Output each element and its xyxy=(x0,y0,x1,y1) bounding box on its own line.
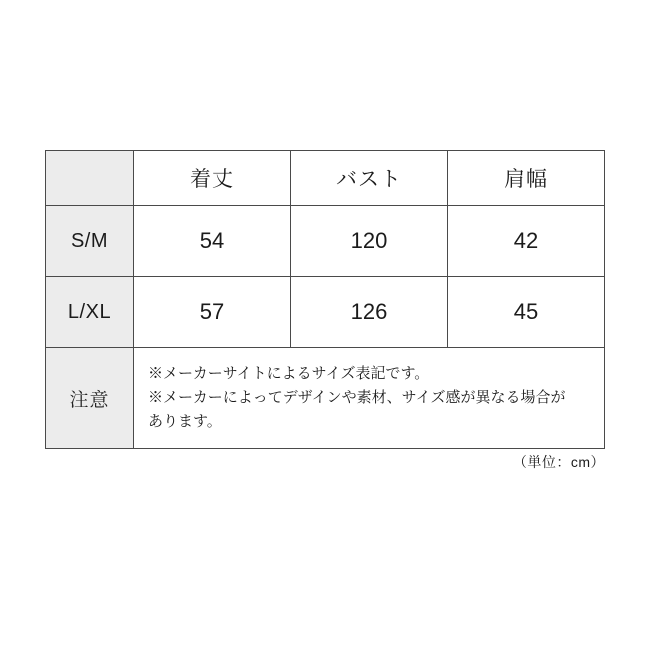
table-header-row xyxy=(46,151,605,206)
note-line-1: ※メーカーサイトによるサイズ表記です。 xyxy=(148,364,430,382)
cell-sm-bust: 120 xyxy=(291,206,448,277)
unit-note: （単位：cm） xyxy=(512,454,605,470)
row-header-lxl: L/XL xyxy=(46,277,134,348)
column-header-length: 着丈 xyxy=(134,151,291,206)
note-line-3: あります。 xyxy=(148,413,222,431)
table-corner-cell xyxy=(46,151,134,206)
note-line-2: ※メーカーによってデザインや素材、サイズ感が異なる場合が xyxy=(148,388,566,406)
row-header-sm: S/M xyxy=(46,206,134,277)
row-header-note: 注意 xyxy=(46,348,134,449)
cell-lxl-length: 57 xyxy=(134,277,291,348)
cell-lxl-bust: 126 xyxy=(291,277,448,348)
column-header-shoulder: 肩幅 xyxy=(448,151,605,206)
column-header-bust: バスト xyxy=(291,151,448,206)
size-table xyxy=(45,150,605,449)
note-text xyxy=(134,348,605,449)
size-table-container xyxy=(45,150,605,449)
cell-lxl-shoulder: 45 xyxy=(448,277,605,348)
table-row xyxy=(46,206,605,277)
table-row xyxy=(46,277,605,348)
table-note-row xyxy=(46,348,605,449)
cell-sm-length: 54 xyxy=(134,206,291,277)
cell-sm-shoulder: 42 xyxy=(448,206,605,277)
